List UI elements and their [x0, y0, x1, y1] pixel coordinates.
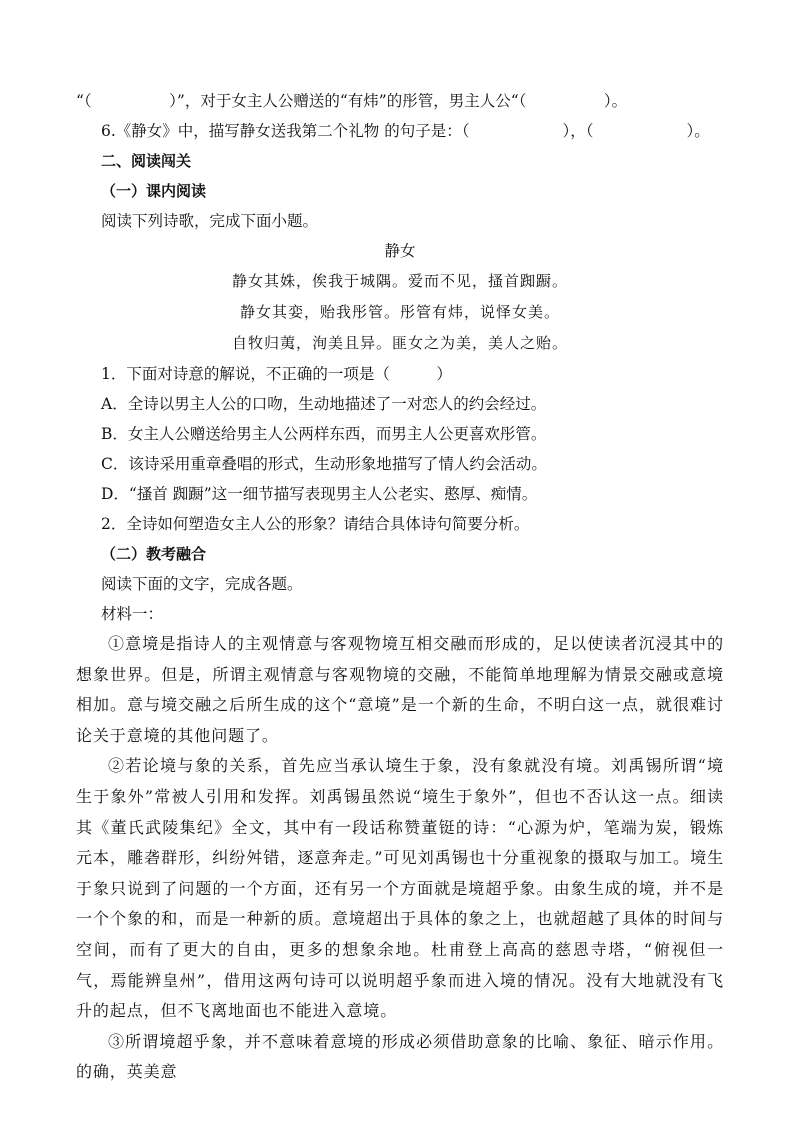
subsection-exam: （二）教考融合 — [101, 545, 207, 563]
material-label: 材料一： — [101, 605, 164, 623]
option-c: C．该诗采用重章叠唱的形式，生动形象地描写了情人约会活动。 — [101, 455, 547, 473]
paragraph-3: ③所谓境超乎象，并不意味着意境的形成必须借助意象的比喻、象征、暗示作用。的确，英美意 — [76, 1031, 724, 1082]
instruction-text: 阅读下面的文字，完成各题。 — [101, 575, 303, 593]
poem-line-1: 静女其姝，俟我于城隅。爱而不见，搔首踟蹰。 — [231, 272, 568, 290]
question-6: 6.《静女》中，描写静女送我第二个礼物 的句子是：（ ），（ ）。 — [101, 122, 710, 140]
option-b: B．女主人公赠送给男主人公两样东西，而男主人公更喜欢彤管。 — [101, 425, 547, 443]
paragraph-2: ②若论境与象的关系，首先应当承认境生于象，没有象就没有境。刘禹锡所谓“境生于象外”常被人引用和发挥。刘禹锡虽然说“境生于象外”，但也不否认这一点。细读其《董氏武陵集纪》全文，其中有一段话称赞董铤的诗：“心源为炉，笔端为炭，锻炼元本，雕砻群形，纠纷舛错，逐意奔走。”可见刘禹锡也十分重视象的摄取与加工。境生于象只说到了问题的一个方面，还有另一个方面就是境超乎象。由象生成的境，并不是一个个象的和，而是一种新的质。意境超出于具体的象之上，也就超越了具体的时间与空间，而有了更大的自由，更多的想象余地。杜甫登上高高的慈恩寺塔，“俯视但一气，焉能辨皇州”，借用这两句诗可以说明超乎象而进入境的情况。没有大地就没有飞升的起点，但不飞离地面也不能进入意境。 — [76, 756, 724, 1021]
fill-line-5-cont: “（ ）”，对于女主人公赠送的“有炜”的彤管，男主人公“（ ）。 — [76, 92, 628, 110]
subsection-in-class: （一）课内阅读 — [101, 182, 207, 200]
question-1: 1．下面对诗意的解说，不正确的一项是（ ） — [101, 365, 452, 383]
paragraph-1: ①意境是指诗人的主观情意与客观物境互相交融而形成的，足以使读者沉浸其中的想象世界。但是，所谓主观情意与客观物境的交融，不能简单地理解为情景交融或意境相加。意与境交融之后所生成的这个“意境”是一个新的生命，不明白这一点，就很难讨论关于意境的其他问题了。 — [76, 634, 724, 745]
poem-line-3: 自牧归荑，洵美且异。匪女之为美，美人之贻。 — [231, 334, 568, 352]
poem-line-2: 静女其娈，贻我彤管。彤管有炜，说怿女美。 — [239, 303, 560, 321]
section-reading: 二、阅读闯关 — [101, 152, 192, 170]
option-a: A．全诗以男主人公的口吻，生动地描述了一对恋人的约会经过。 — [101, 395, 547, 413]
option-d: D．“搔首 踟蹰”这一细节描写表现男主人公老实、憨厚、痴情。 — [101, 485, 538, 503]
instruction-poem: 阅读下列诗歌，完成下面小题。 — [101, 212, 319, 230]
poem-title: 静女 — [384, 242, 416, 260]
question-2: 2．全诗如何塑造女主人公的形象？请结合具体诗句简要分析。 — [101, 515, 530, 533]
